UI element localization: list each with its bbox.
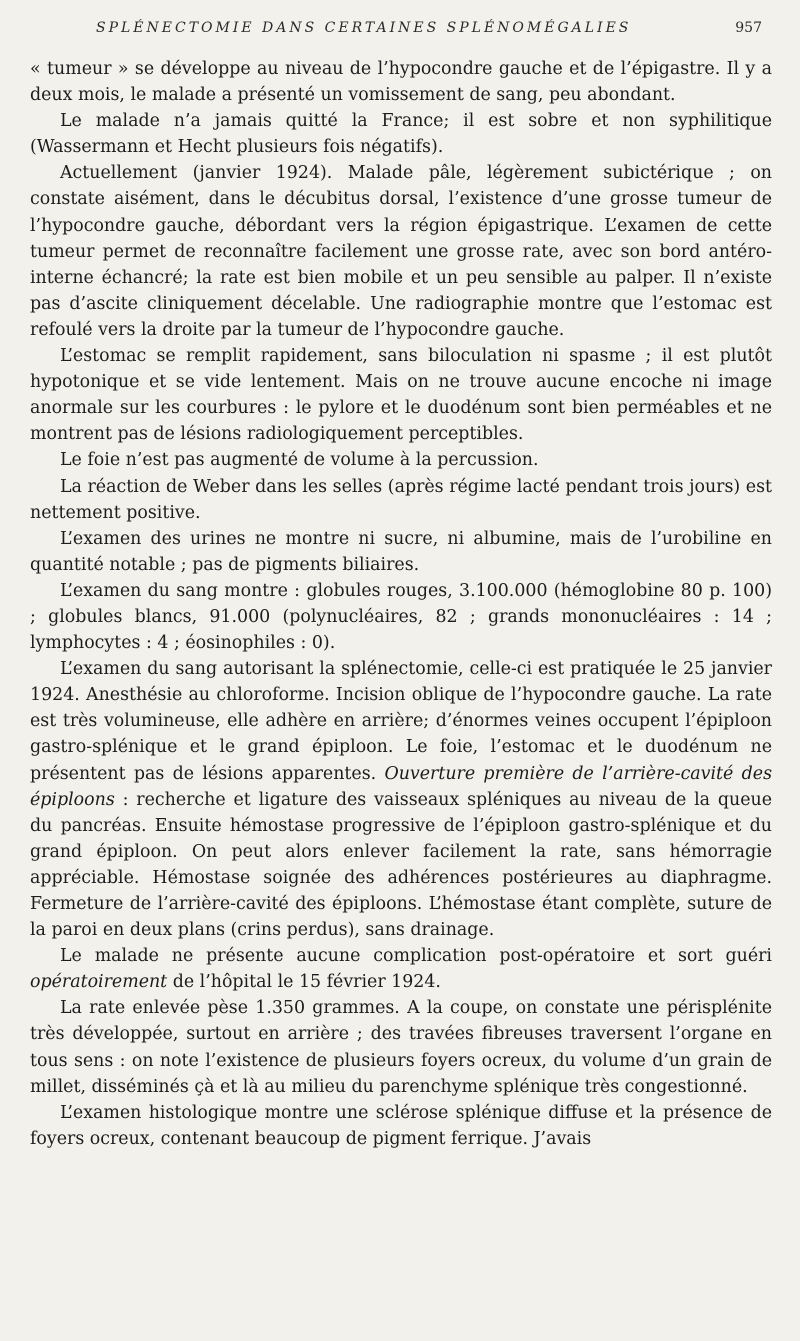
article-body [30,56,772,1152]
paragraph-weber-reaction: La réaction de Weber dans les selles (après régime lacté pendant trois jours) est nettement positive. [30,476,772,523]
paragraph-liver: Le foie n’est pas augmenté de volume à la percussion. [60,450,539,471]
operation-text-end: : recherche et ligature des vaisseaux spléniques au niveau de la queue du pancréas. Ensuite hémostase progressive de l’épiploon gastro-splénique et du grand épiploon. On peut alors enlever facilement la rate, sans hémorragie appréciable. Hémostase soignée des adhérences postérieures au diaphragme. Fermeture de l’arrière-cavité des épiploons. L’hémostase étant complète, suture de la paroi en deux plans (crins perdus), sans drainage. [30,789,772,941]
paragraph-blood-exam: L’examen du sang montre : globules rouges, 3.100.000 (hémoglobine 80 p. 100) ; globules blancs, 91.000 (polynucléaires, 82 ; grands mononucléaires : 14 ; lymphocytes : 4 ; éosinophiles : 0). [30,580,772,654]
paragraph-postoperative [30,943,772,995]
paragraph-continued: « tumeur » se développe au niveau de l’hypocondre gauche et de l’épigastre. Il y a deux mois, le malade a présenté un vomissement de sang, peu abondant. [30,59,772,106]
paragraph-stomach: L’estomac se remplit rapidement, sans biloculation ni spasme ; il est plutôt hypotonique et se vide lentement. Mais on ne trouve aucune encoche ni image anormale sur les courbures : le pylore et le duodénum sont bien perméables et ne montrent pas de lésions radiologiquement perceptibles. [30,346,772,445]
paragraph-history: Le malade n’a jamais quitté la France; il est sobre et non syphilitique (Wassermann et Hecht plusieurs fois négatifs). [30,111,772,158]
paragraph-current-state: Actuellement (janvier 1924). Malade pâle, légèrement subictérique ; on constate aisément, dans le décubitus dorsal, l’existence d’une grosse tumeur de l’hypocondre gauche, débordant vers la région épigastrique. L’examen de cette tumeur permet de reconnaître facilement une grosse rate, avec son bord antéro-interne échancré; la rate est bien mobile et un peu sensible au palper. Il n’existe pas d’ascite cliniquement décelable. Une radiographie montre que l’estomac est refoulé vers la droite par la tumeur de l’hypocondre gauche. [30,163,772,340]
page-number: 957 [735,20,762,36]
operation-italic-phrase: Ouverture première de l’arrière-cavité des épiploons [30,763,772,810]
paragraph-spleen-weight: La rate enlevée pèse 1.350 grammes. A la coupe, on constate une périsplénite très développée, surtout en arrière ; des travées fibreuses traversent l’organe en tous sens : on note l’existence de plusieurs foyers ocreux, du volume d’un grain de millet, disséminés çà et là au milieu du parenchyme splénique très congestionné. [30,998,772,1097]
running-title: SPLÉNECTOMIE DANS CERTAINES SPLÉNOMÉGALIES [96,20,632,36]
postop-italic-word: opératoirement [30,972,168,993]
operation-text-start: L’examen du sang autorisant la splénectomie, celle-ci est pratiquée le 25 janvier 1924. Anesthésie au chloroforme. Incision oblique de l’hypocondre gauche. La rate est très volumineuse, elle adhère en arrière; d’énormes veines occupent l’épiploon gastro-splénique et le grand épiploon. Le foie, l’estomac et le duodénum ne présentent pas de lésions apparentes. [30,659,772,784]
paragraph-urine-exam: L’examen des urines ne montre ni sucre, ni albumine, mais de l’urobiline en quantité notable ; pas de pigments biliaires. [30,528,772,575]
paragraph-operation [30,656,772,943]
running-header [30,20,772,56]
postop-text-end: de l’hôpital le 15 février 1924. [167,972,441,993]
paragraph-histology: L’examen histologique montre une sclérose splénique diffuse et la présence de foyers ocreux, contenant beaucoup de pigment ferrique. J’avais [30,1102,772,1149]
postop-text-start: Le malade ne présente aucune complication post-opératoire et sort guéri [60,946,772,967]
